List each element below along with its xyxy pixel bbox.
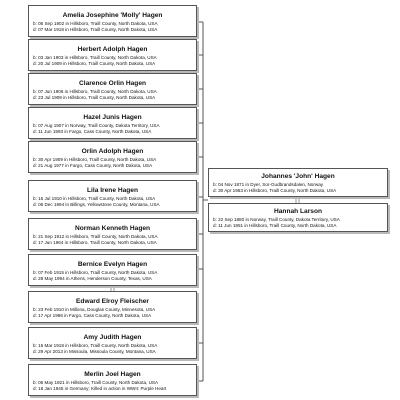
person-death: d: 06 Dec 1994 in Billings, Yellowstone County, Montana, USA xyxy=(33,202,160,207)
person-birth: b: 30 Apr 1909 in Hillsboro, Traill County, North Dakota, USA xyxy=(33,157,157,162)
person-death: d: 07 Mar 1918 in Hillsboro, Traill County, North Dakota, USA xyxy=(33,27,158,32)
person-card-herbert-hagen[interactable] xyxy=(28,39,197,71)
person-card-merlin-hagen[interactable] xyxy=(28,364,197,396)
person-birth: b: 23 Feb 1910 in Millona, Douglas County, Minnesota, USA xyxy=(33,307,156,312)
person-card-amy-hagen[interactable] xyxy=(28,327,197,359)
person-death: d: 20 Jul 1909 in Hillsboro, Traill County, North Dakota, USA xyxy=(33,61,156,66)
person-death: d: 11 Jun 1951 in Hillsboro, Traill County, North Dakota, USA xyxy=(213,223,337,228)
person-name: Herbert Adolph Hagen xyxy=(77,46,148,53)
person-name: Lila Irene Hagen xyxy=(87,187,138,194)
person-death: d: 18 Jan 1945 in Germany; Killed in action in WWII; Purple Heart xyxy=(33,386,167,391)
person-birth: b: 04 Nov 1871 in Dyer, Sor-Gudbrandsdalen, Norway xyxy=(213,182,324,187)
person-card-norman-hagen[interactable] xyxy=(28,218,197,250)
person-death: d: 23 Jul 1909 in Hillsboro, Traill County, North Dakota, USA xyxy=(33,95,156,100)
person-name: Bernice Evelyn Hagen xyxy=(77,261,148,268)
person-death: d: 28 May 1994 in Athens, Henderson County, Texas, USA xyxy=(33,276,152,281)
person-death: d: 11 Jun 1993 in Fargo, Cass County, North Dakota, USA xyxy=(33,129,152,134)
person-death: d: 17 Jun 1964 in Hillsboro, Traill County, North Dakota, USA xyxy=(33,240,157,245)
person-name: Hannah Larson xyxy=(274,208,322,215)
person-birth: b: 07 Jun 1906 in Hillsboro, Traill County, North Dakota, USA xyxy=(33,89,157,94)
person-birth: b: 22 Sep 1880 in Norway, Traill County, Dakota Territory, USA xyxy=(213,217,340,222)
person-name: Edward Elroy Fleischer xyxy=(76,298,149,305)
person-card-amelia-hagen[interactable] xyxy=(28,5,197,37)
person-birth: b: 06 May 1921 in Hillsboro, Traill County, North Dakota, USA xyxy=(33,380,159,385)
person-birth: b: 07 Aug 1907 in Norway, Traill County, Dakota Territory, USA xyxy=(33,123,160,128)
person-name: Johannes 'John' Hagen xyxy=(261,173,335,180)
person-card-hannah-larson[interactable] xyxy=(208,203,388,232)
person-birth: b: 21 Sep 1912 in Hillsboro, Traill County, North Dakota, USA xyxy=(33,234,158,239)
person-birth: b: 05 Sep 1902 in Hillsboro, Traill County, North Dakota, USA xyxy=(33,21,158,26)
person-death: d: 29 Apr 2013 in Missoula, Missoula County, Montana, USA xyxy=(33,349,156,354)
person-card-bernice-hagen[interactable] xyxy=(28,254,197,286)
person-birth: b: 15 Mar 1918 in Hillsboro, Traill County, North Dakota, USA xyxy=(33,343,158,348)
person-card-edward-fleischer[interactable] xyxy=(28,291,197,323)
person-card-clarence-hagen[interactable] xyxy=(28,73,197,105)
person-name: Clarence Orlin Hagen xyxy=(78,80,147,87)
person-name: Amy Judith Hagen xyxy=(83,334,142,341)
person-birth: b: 15 Jul 1910 in Hillsboro, Traill County, North Dakota, USA xyxy=(33,196,156,201)
person-name: Hazel Junis Hagen xyxy=(83,114,142,121)
person-card-lila-hagen[interactable] xyxy=(28,180,197,212)
person-name: Amelia Josephine 'Molly' Hagen xyxy=(62,12,163,19)
person-name: Norman Kenneth Hagen xyxy=(74,225,151,232)
person-death: d: 17 Apr 1986 in Fargo, Cass County, North Dakota, USA xyxy=(33,313,152,318)
person-card-johannes-hagen[interactable] xyxy=(208,168,388,197)
person-death: d: 30 Apr 1953 in Hillsboro, Traill County, North Dakota, USA xyxy=(213,188,337,193)
person-card-orlin-hagen[interactable] xyxy=(28,141,197,173)
person-death: d: 21 Aug 1977 in Fargo, Cass County, North Dakota, USA xyxy=(33,163,153,168)
person-name: Orlin Adolph Hagen xyxy=(81,148,144,155)
person-name: Merlin Joel Hagen xyxy=(84,371,141,378)
person-birth: b: 03 Jan 1903 in Hillsboro, Traill County, North Dakota, USA xyxy=(33,55,157,60)
person-card-hazel-hagen[interactable] xyxy=(28,107,197,139)
person-birth: b: 07 Feb 1915 in Hillsboro, Traill County, North Dakota, USA xyxy=(33,270,158,275)
